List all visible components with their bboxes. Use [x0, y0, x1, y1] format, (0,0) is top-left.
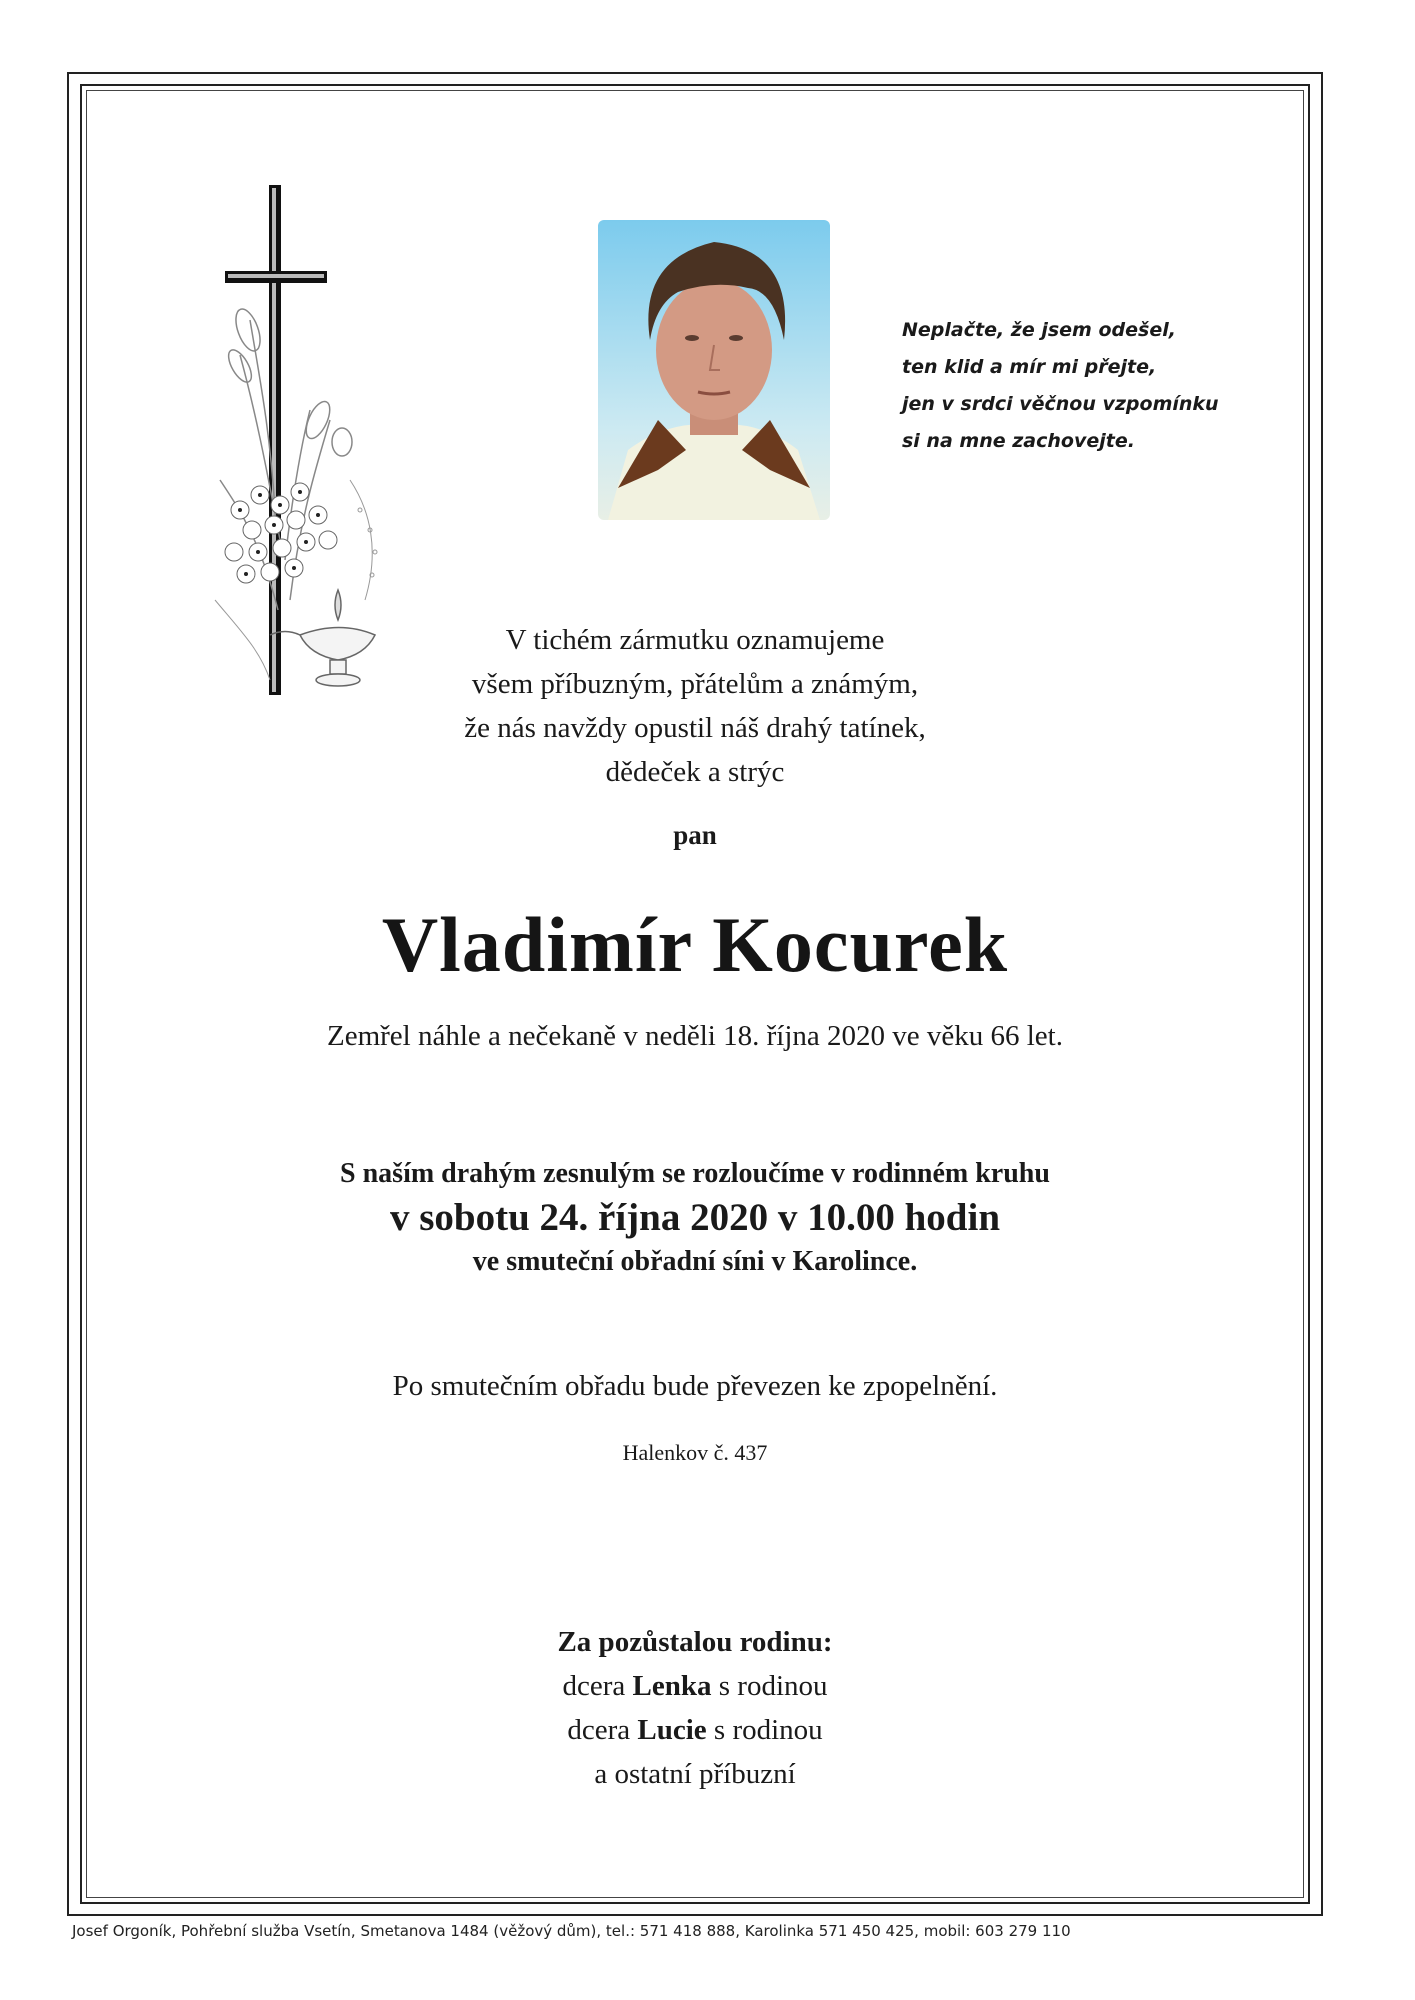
family-member	[86, 1708, 1304, 1752]
family-block	[86, 1620, 1304, 1796]
quote-line: Neplačte, že jsem odešel,	[902, 319, 1176, 341]
portrait-photo	[598, 220, 830, 520]
quote-line: ten klid a mír mi přejte,	[902, 356, 1157, 378]
announcement-text	[86, 618, 1304, 794]
family-heading: Za pozůstalou rodinu:	[557, 1626, 833, 1658]
farewell-line: S naším drahým zesnulým se rozloučíme v rodinném kruhu	[340, 1158, 1050, 1189]
quote-line: si na mne zachovejte.	[902, 430, 1135, 452]
announcement-line: V tichém zármutku oznamujeme	[505, 624, 885, 656]
title-prefix: pan	[673, 820, 717, 850]
member-suffix: s rodinou	[711, 1670, 828, 1702]
member-relation: dcera	[567, 1714, 638, 1746]
death-info: Zemřel náhle a nečekaně v neděli 18. října 2020 ve věku 66 let.	[327, 1020, 1063, 1052]
deceased-name: Vladimír Kocurek	[381, 901, 1009, 988]
announcement-line: všem příbuzným, přátelům a známým,	[471, 668, 919, 700]
quote-line: jen v srdci věčnou vzpomínku	[902, 393, 1219, 415]
member-name: Lucie	[637, 1714, 707, 1746]
cremation-note: Po smutečním obřadu bude převezen ke zpopelnění.	[392, 1370, 998, 1402]
address: Halenkov č. 437	[622, 1440, 768, 1465]
farewell-info	[86, 1154, 1304, 1282]
farewell-place: ve smuteční obřadní síni v Karolince.	[472, 1246, 918, 1277]
member-relation: dcera	[562, 1670, 633, 1702]
footer-funeral-service: Josef Orgoník, Pohřební služba Vsetín, Smetanova 1484 (věžový dům), tel.: 571 418 888, Karolinka 571 450 425, mobil: 603 279 110	[72, 1922, 1071, 1940]
family-member	[86, 1664, 1304, 1708]
announcement-line: dědeček a strýc	[605, 756, 785, 788]
member-suffix: s rodinou	[706, 1714, 823, 1746]
family-others: a ostatní příbuzní	[594, 1758, 796, 1790]
farewell-date: v sobotu 24. října 2020 v 10.00 hodin	[389, 1196, 1001, 1239]
quote-verse	[902, 312, 1262, 460]
member-name: Lenka	[632, 1670, 712, 1702]
announcement-line: že nás navždy opustil náš drahý tatínek,	[464, 712, 926, 744]
